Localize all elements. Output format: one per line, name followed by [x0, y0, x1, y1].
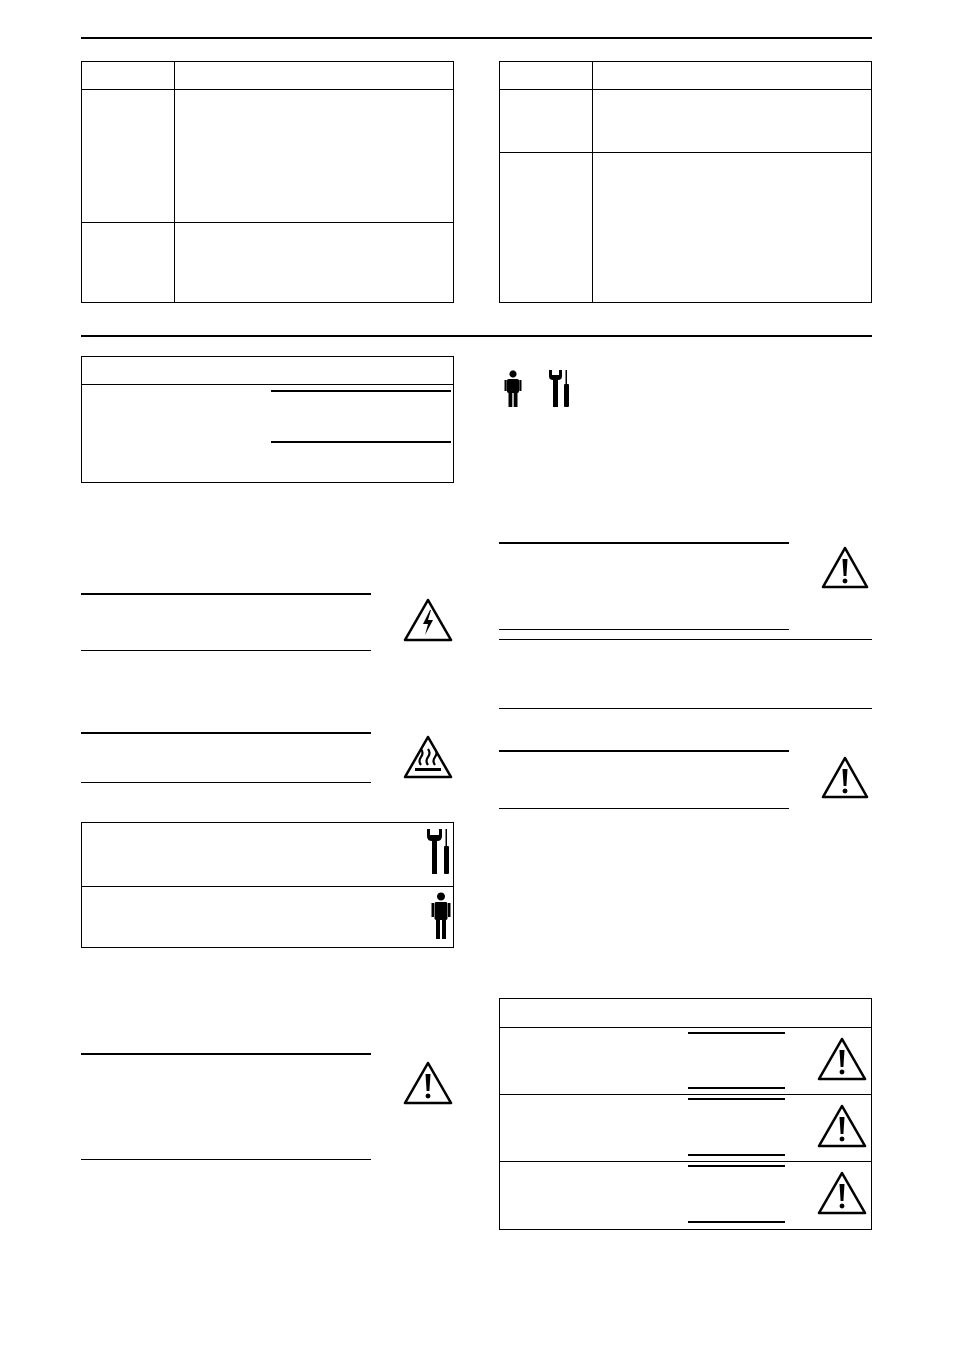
- hot-rule-top: [81, 732, 371, 734]
- warning-icon: [816, 1103, 868, 1149]
- table-header-divider: [500, 1027, 871, 1028]
- warning-icon: [816, 1170, 868, 1216]
- section-rule-right: [499, 708, 872, 709]
- row-underline: [688, 1154, 785, 1156]
- warning-rule-top: [81, 1053, 371, 1055]
- warning-icon: [820, 545, 870, 590]
- row-underline: [688, 1032, 785, 1034]
- hot-surface-icon: [402, 734, 454, 780]
- row-underline: [688, 1221, 785, 1223]
- warning-rule-top: [499, 750, 789, 752]
- section-rule-right: [499, 639, 872, 640]
- table-row-divider: [82, 222, 453, 223]
- person-icon: [504, 370, 522, 408]
- person-icon: [431, 892, 451, 940]
- electric-hazard-icon: [402, 597, 454, 643]
- top-rule: [81, 37, 872, 39]
- box-header-divider: [82, 384, 453, 385]
- warning-rule-bottom: [81, 1159, 371, 1160]
- table-divider-vertical: [592, 62, 593, 302]
- table-row-divider: [500, 152, 871, 153]
- box-row-divider: [82, 886, 453, 887]
- table-top-left: [81, 61, 454, 303]
- warning-rule-bottom: [499, 629, 789, 630]
- warning-icon: [820, 755, 870, 800]
- warning-icon: [816, 1036, 868, 1082]
- table-divider-vertical: [174, 62, 175, 302]
- box-underline: [271, 390, 451, 392]
- electric-rule-top: [81, 593, 371, 595]
- table-top-right: [499, 61, 872, 303]
- personnel-box: [81, 822, 454, 948]
- table-row-divider: [500, 1094, 871, 1095]
- warning-rule-top: [499, 542, 789, 544]
- hot-rule-bottom: [81, 782, 371, 783]
- table-row-divider: [500, 1161, 871, 1162]
- tools-icon: [548, 370, 572, 408]
- electric-rule-bottom: [81, 650, 371, 651]
- info-box-left: [81, 356, 454, 483]
- row-underline: [688, 1098, 785, 1100]
- warning-rule-bottom: [499, 808, 789, 809]
- section-rule: [81, 335, 872, 337]
- warning-table: [499, 998, 872, 1230]
- tools-icon: [426, 829, 452, 875]
- table-header-divider: [82, 89, 453, 90]
- row-underline: [688, 1087, 785, 1089]
- warning-icon: [402, 1060, 454, 1106]
- box-underline: [271, 441, 451, 443]
- row-underline: [688, 1165, 785, 1167]
- table-header-divider: [500, 89, 871, 90]
